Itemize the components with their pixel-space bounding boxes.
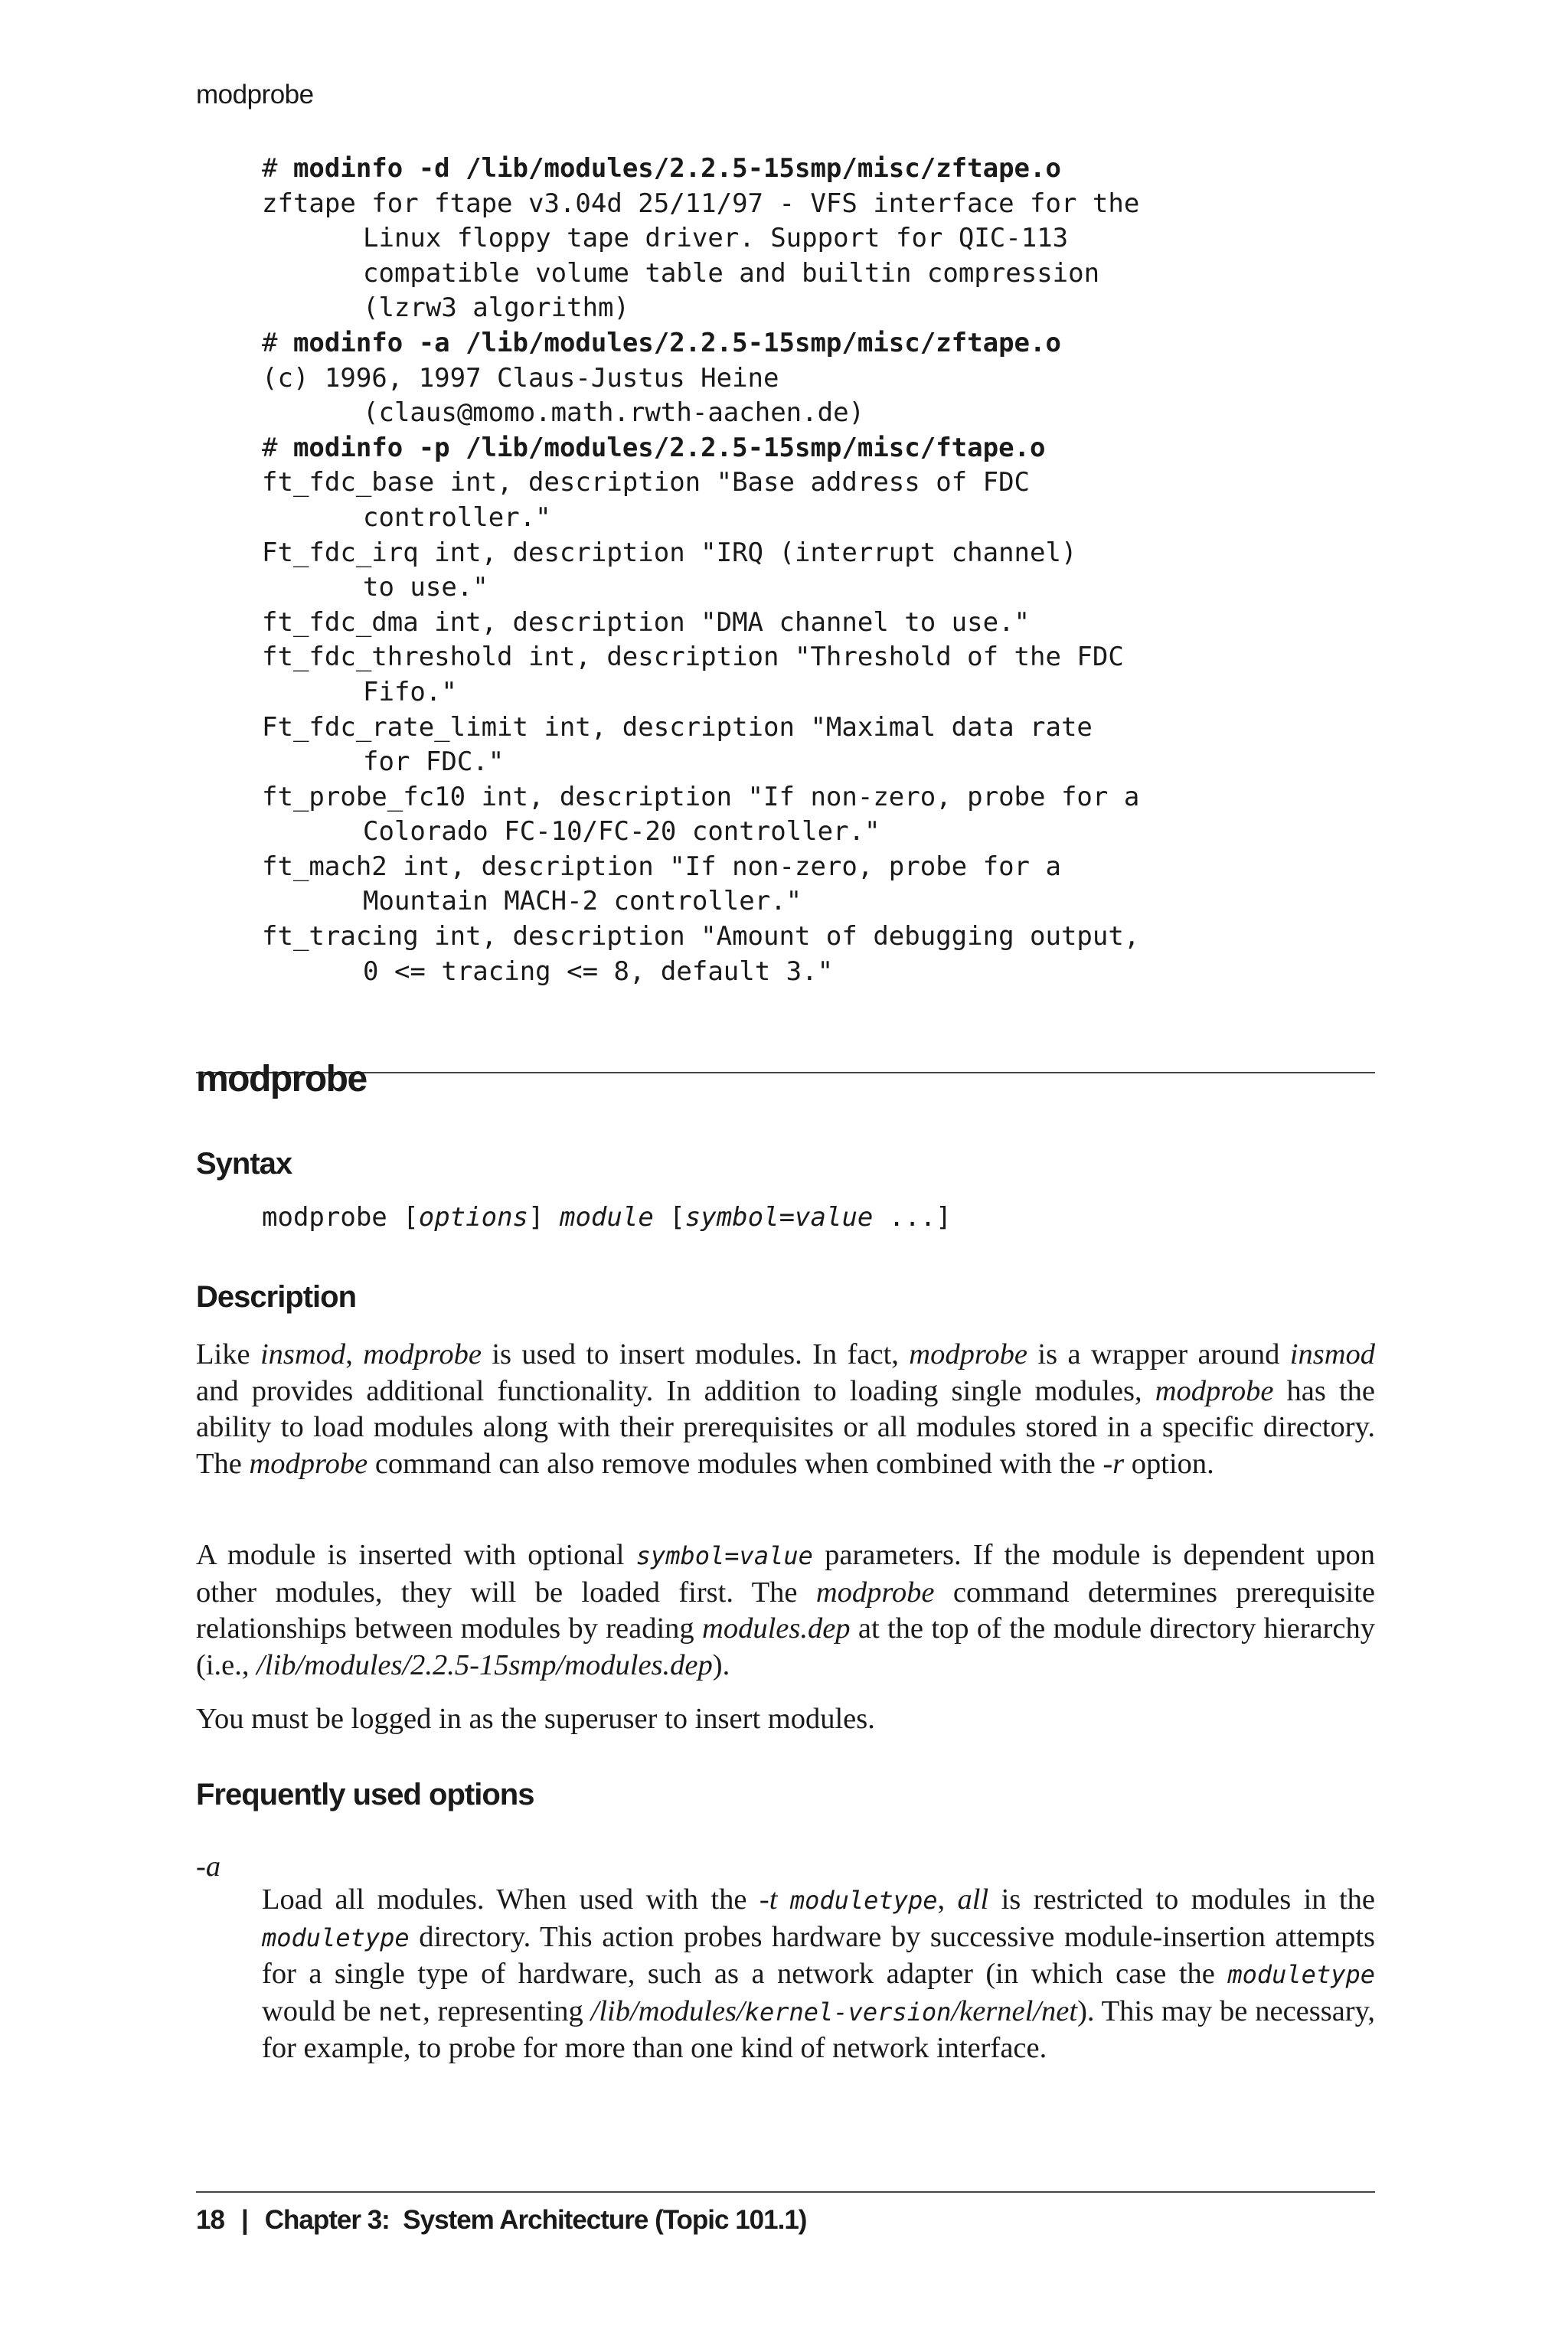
code-output-line: ft_tracing int, description "Amount of debugging output, bbox=[262, 921, 1140, 952]
code-output-line: for FDC." bbox=[363, 746, 505, 778]
syntax-bracket: ] bbox=[528, 1202, 560, 1233]
description-heading: Description bbox=[196, 1280, 357, 1314]
section-title: modprobe bbox=[196, 1059, 367, 1099]
shell-command: modinfo -a /lib/modules/2.2.5-15smp/misc/zftape.o bbox=[292, 327, 1061, 358]
option-description-a: Load all modules. When used with the -t moduletype, all is restricted to modules in the moduletype directory. This action probes hardware by successive module-insertion attempts for a single type of hardware, such as a network adapter (in which case the moduletype would be net, representing /lib/modules/kernel-version/kernel/net). This may be necessary, for example, to probe for more than one kind of network interface. bbox=[262, 1883, 1375, 2064]
syntax-options: options bbox=[418, 1202, 529, 1233]
footer-separator: | bbox=[240, 2205, 248, 2235]
description-paragraph-3: You must be logged in as the superuser to insert modules. bbox=[196, 1703, 875, 1735]
shell-prompt: # bbox=[262, 327, 293, 358]
chapter-title: Chapter 3: System Architecture (Topic 101.1) bbox=[264, 2205, 807, 2235]
code-output-line: ft_mach2 int, description "If non-zero, probe for a bbox=[262, 851, 1061, 882]
syntax-bracket: [ bbox=[387, 1202, 419, 1233]
shell-command: modinfo -d /lib/modules/2.2.5-15smp/misc/zftape.o bbox=[292, 153, 1061, 184]
page-number: 18 bbox=[196, 2205, 224, 2235]
syntax-line bbox=[262, 1202, 952, 1233]
code-command-line bbox=[262, 152, 1139, 187]
code-output-line: Linux floppy tape driver. Support for QIC-113 bbox=[363, 223, 1069, 254]
code-output-line: Ft_fdc_rate_limit int, description "Maximal data rate bbox=[262, 711, 1093, 743]
description-paragraph-2: A module is inserted with optional symbol=value parameters. If the module is dependent upon other modules, they will be loaded first. The modprobe command determines prerequisite relationships between modules by reading modules.dep at the top of the module directory hierarchy (i.e., /lib/modules/2.2.5-15smp/modules.dep). bbox=[196, 1539, 1376, 1681]
footer-rule bbox=[196, 2191, 1375, 2193]
section-rule bbox=[196, 1072, 1375, 1073]
syntax-bracket: [ bbox=[653, 1202, 685, 1233]
code-output-line: (lzrw3 algorithm) bbox=[363, 292, 629, 324]
code-output-line: compatible volume table and builtin compression bbox=[363, 257, 1100, 289]
code-output-line: Fifo." bbox=[363, 676, 457, 707]
shell-prompt: # bbox=[262, 153, 293, 184]
code-output-line: ft_fdc_base int, description "Base address of FDC bbox=[262, 467, 1031, 498]
syntax-tail: ...] bbox=[873, 1202, 952, 1233]
page-footer bbox=[196, 2205, 806, 2236]
code-command-line bbox=[262, 431, 1139, 466]
running-header: modprobe bbox=[196, 80, 314, 109]
code-output-line: controller." bbox=[363, 501, 551, 533]
code-output-line: (claus@momo.math.rwth-aachen.de) bbox=[363, 397, 865, 429]
code-output-line: (c) 1996, 1997 Claus-Justus Heine bbox=[262, 362, 779, 394]
syntax-module: module bbox=[559, 1202, 654, 1233]
syntax-symbol-value: symbol=value bbox=[684, 1202, 874, 1233]
code-output-line: 0 <= tracing <= 8, default 3." bbox=[363, 956, 834, 987]
option-term-a: -a bbox=[196, 1851, 221, 1883]
code-output-line: Mountain MACH-2 controller." bbox=[363, 886, 802, 917]
code-output-line: ft_fdc_dma int, description "DMA channel to use." bbox=[262, 606, 1031, 638]
options-heading: Frequently used options bbox=[196, 1778, 534, 1811]
description-paragraph-1: Like insmod, modprobe is used to insert modules. In fact, modprobe is a wrapper around insmod and provides additional functionality. In addition to loading single modules, modprobe has the ability to load modules along with their prerequisites or all modules stored in a specific directory. The modprobe command can also remove modules when combined with the -r option. bbox=[196, 1338, 1375, 1480]
code-output-line: to use." bbox=[363, 572, 488, 603]
syntax-heading: Syntax bbox=[196, 1147, 292, 1181]
code-command-line bbox=[262, 326, 1139, 361]
code-output-line: Ft_fdc_irq int, description "IRQ (interrupt channel) bbox=[262, 537, 1077, 568]
shell-command: modinfo -p /lib/modules/2.2.5-15smp/misc/ftape.o bbox=[292, 432, 1046, 463]
code-output-line: ft_probe_fc10 int, description "If non-zero, probe for a bbox=[262, 781, 1140, 812]
code-block bbox=[262, 152, 1139, 989]
code-output-line: zftape for ftape v3.04d 25/11/97 - VFS interface for the bbox=[262, 188, 1140, 219]
code-output-line: Colorado FC-10/FC-20 controller." bbox=[363, 816, 880, 848]
code-output-line: ft_fdc_threshold int, description "Threshold of the FDC bbox=[262, 642, 1124, 673]
syntax-command: modprobe bbox=[262, 1202, 387, 1233]
shell-prompt: # bbox=[262, 432, 293, 463]
